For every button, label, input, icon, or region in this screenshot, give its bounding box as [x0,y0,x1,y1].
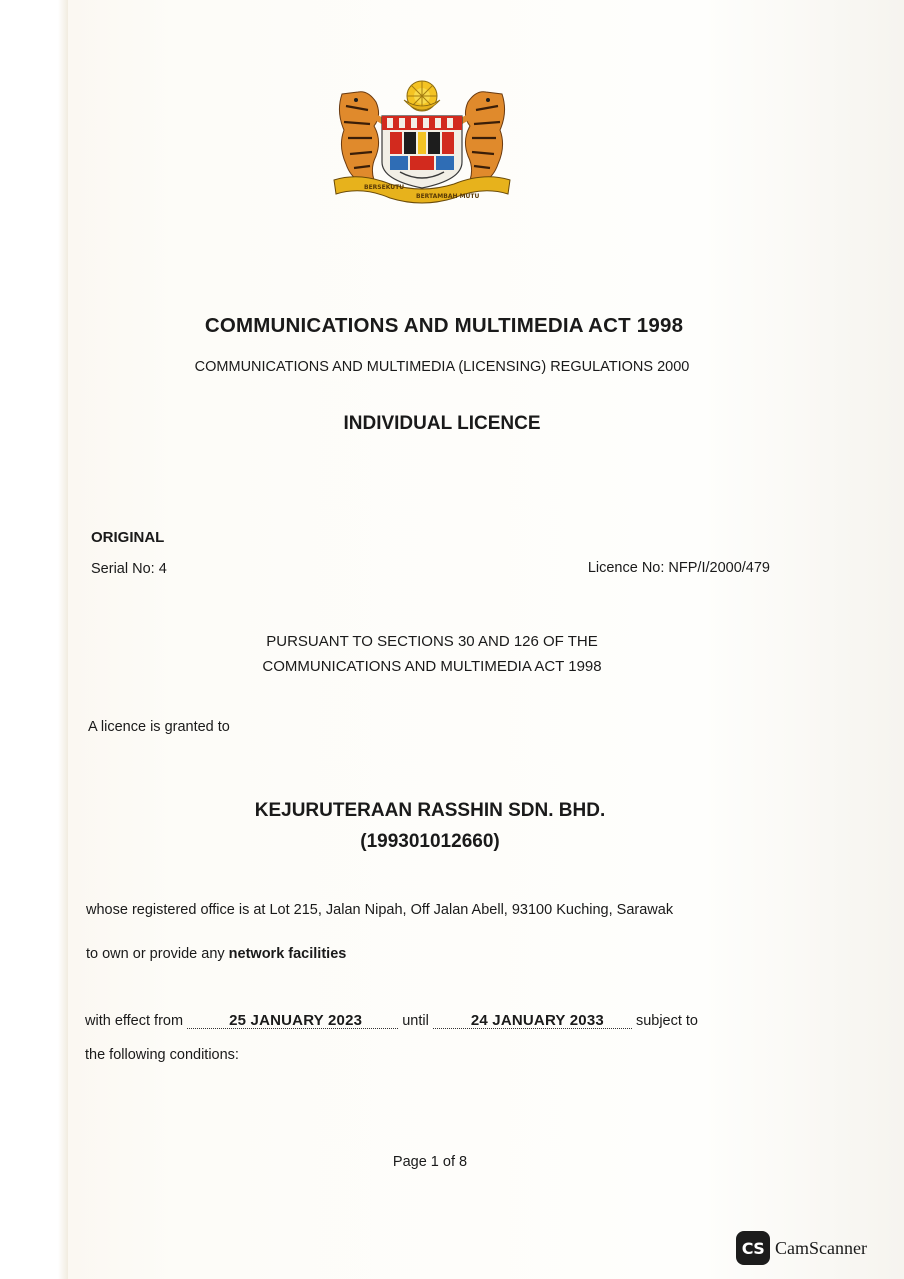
registered-office-text: whose registered office is at Lot 215, Jalan Nipah, Off Jalan Abell, 93100 Kuching, Sarawak [86,902,674,918]
pursuant-line-1: PURSUANT TO SECTIONS 30 AND 126 OF THE [266,633,598,650]
act-title: COMMUNICATIONS AND MULTIMEDIA ACT 1998 [204,314,684,337]
coat-of-arms-emblem [330,76,514,208]
federal-star-icon [404,81,440,111]
conditions-text: the following conditions: [85,1047,239,1063]
scope-network-facilities: network facilities [228,946,347,962]
pursuant-clause [0,629,884,679]
camscanner-brand-text: CamScanner [775,1237,867,1258]
start-date-field [187,1014,398,1029]
effect-prefix: with effect from [85,1013,184,1029]
end-date: 24 JANUARY 2033 [470,1012,604,1029]
shield-icon [382,116,462,188]
end-date-field [433,1014,632,1029]
copy-label: ORIGINAL [91,529,165,546]
licensee-name: KEJURUTERAAN RASSHIN SDN. BHD. [254,800,606,821]
licensee-registration-number: (199301012660) [360,831,500,852]
subject-to-text: subject to [635,1013,699,1029]
pursuant-line-2: COMMUNICATIONS AND MULTIMEDIA ACT 1998 [262,658,602,675]
licensee-block [0,795,882,857]
scope-prefix: to own or provide any [86,946,225,962]
camscanner-watermark [736,1231,867,1265]
scope-line [86,946,346,962]
camscanner-logo-icon: CS [736,1231,770,1265]
granted-to-text: A licence is granted to [88,719,230,735]
licence-type-heading: INDIVIDUAL LICENCE [343,413,541,434]
motto-right-text: BERTAMBAH MUTU [416,193,480,200]
page-number: Page 1 of 8 [392,1154,468,1170]
start-date: 25 JANUARY 2023 [229,1012,363,1029]
validity-line [85,1013,698,1029]
regulations-title: COMMUNICATIONS AND MULTIMEDIA (LICENSING) REGULATIONS 2000 [194,359,690,375]
until-label: until [402,1013,429,1029]
serial-number: Serial No: 4 [91,561,167,577]
motto-left-text: BERSEKUTU [364,184,405,191]
licence-number: Licence No: NFP/I/2000/479 [587,560,770,576]
